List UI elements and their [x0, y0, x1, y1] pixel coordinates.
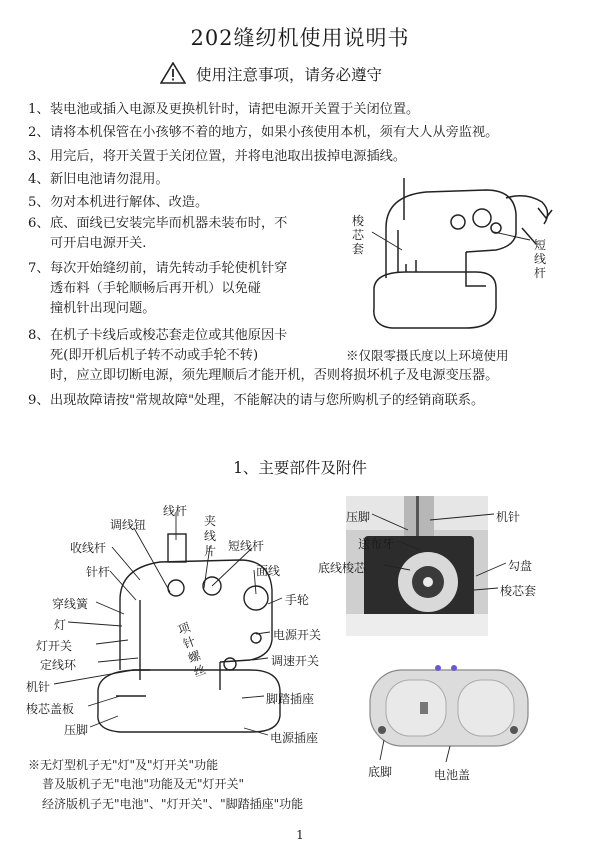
page-number: 1	[296, 828, 304, 842]
label-di-jiao: 底脚	[368, 765, 393, 779]
label-zhen-gan: 针杆	[86, 565, 111, 579]
note-7: 7、每次开始缝纫前，请先转动手轮使机针穿 透布料（手轮顺畅后再开机）以免碰 撞机针出现问题。	[28, 261, 288, 316]
note-9: 9、出现故障请按"常规故障"处理，不能解决的请与您所购机子的经销商联系。	[28, 393, 485, 408]
label-deng-kai-guan: 灯开关	[36, 639, 73, 653]
section-title: 1、主要部件及附件	[233, 459, 367, 477]
note-4: 4、新旧电池请勿混用。	[28, 172, 169, 187]
label-jia-xian-pian: 夹线片	[204, 514, 217, 558]
label-ji-zhen: 机针	[26, 680, 51, 694]
label-shou-lun: 手轮	[285, 593, 310, 607]
note-3: 3、用完后，将开关置于关闭位置，并将电池取出拔掉电源插线。	[28, 149, 407, 164]
label-tiao-xian-niu: 调线钮	[110, 518, 147, 532]
note-1: 1、装电池或插入电源及更换机针时，请把电源开关置于关闭位置。	[28, 102, 420, 117]
label-suo-xin-tao: 梭芯套	[352, 214, 365, 256]
label-chuan-xian-huang: 穿线簧	[52, 597, 89, 611]
label-xiang-zhen-luo-si: 项针螺丝	[176, 620, 208, 680]
label-dian-yuan-cha-zuo: 电源插座	[270, 731, 319, 745]
label-dian-chi-gai: 电池盖	[434, 768, 471, 782]
footnote-3: 经济版机子无"电池"、"灯开关"、"脚踏插座"功能	[42, 797, 304, 811]
warning-text: 使用注意事项，请务必遵守	[196, 66, 383, 84]
note-2: 2、请将本机保管在小孩够不着的地方，如果小孩使用本机，须有大人从旁监视。	[28, 125, 499, 140]
label-tiao-su-kai-guan: 调速开关	[271, 654, 320, 668]
label-photo-suo-xin-tao: 梭芯套	[500, 584, 537, 598]
label-photo-di-xian-suo-xin: 底线梭芯	[318, 561, 367, 575]
label-photo-ya-jiao: 压脚	[346, 510, 371, 524]
label-ya-jiao: 压脚	[64, 723, 89, 737]
temperature-note: ※仅限零摄氏度以上环境使用	[346, 348, 509, 363]
label-xian-gan: 线杆	[163, 504, 188, 518]
label-duan-xian-gan-fig1: 短线杆	[534, 238, 547, 280]
label-photo-song-bu-ya: 送布牙	[358, 537, 395, 551]
label-mian-xian: 面线	[256, 564, 281, 578]
note-5: 5、勿对本机进行解体、改造。	[28, 195, 209, 210]
label-jiao-ta-cha-zuo: 脚踏插座	[266, 692, 315, 706]
page-title: 202缝纫机使用说明书	[190, 26, 410, 50]
label-dian-yuan-kai-guan: 电源开关	[273, 628, 322, 642]
note-6: 6、底、面线已安装完毕而机器未装布时，不 可开启电源开关.	[28, 216, 288, 251]
label-deng: 灯	[54, 618, 67, 632]
label-duan-xian-gan: 短线杆	[228, 539, 265, 553]
footnote-2: 普及版机子无"电池"功能及无"灯开关"	[42, 777, 245, 791]
label-ding-xian-huan: 定线环	[40, 658, 77, 672]
label-suo-xin-gai-ban: 梭芯盖板	[26, 702, 75, 716]
label-shou-xian-gan: 收线杆	[70, 541, 107, 555]
note-8: 8、在机子卡线后或梭芯套走位或其他原因卡 死(即开机后机子转不动或手轮不转) 时，应立即切断电源，须先理顺后才能开机，否则将损坏机子及电源变压器。	[28, 328, 499, 383]
label-photo-ji-zhen: 机针	[496, 510, 521, 524]
footnote-1: ※无灯型机子无"灯"及"灯开关"功能	[28, 758, 219, 772]
label-photo-gou-pan: 勾盘	[508, 559, 533, 573]
